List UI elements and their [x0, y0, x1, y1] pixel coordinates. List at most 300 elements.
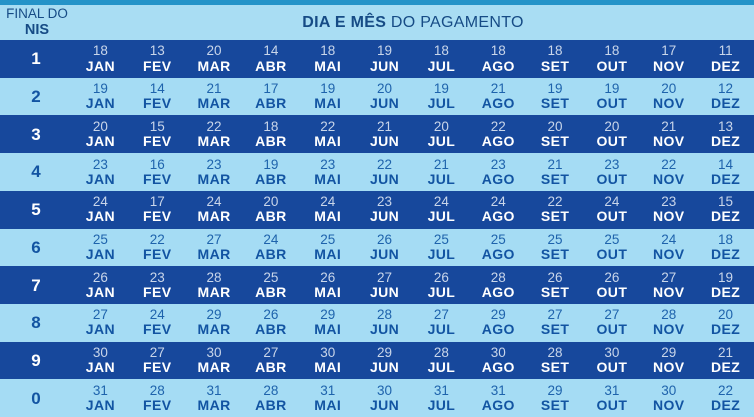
- payment-day: 22: [149, 231, 165, 247]
- payment-cell: [356, 270, 413, 301]
- payment-cell: [640, 345, 697, 376]
- payment-day: 19: [263, 156, 279, 172]
- payment-day: 22: [718, 382, 734, 398]
- payment-month: JUN: [369, 95, 400, 112]
- payment-month: ABR: [255, 246, 287, 263]
- payment-day: 29: [661, 345, 677, 361]
- payment-table-body: [0, 40, 754, 417]
- payment-month: JAN: [85, 283, 116, 300]
- payment-cell: [242, 232, 299, 263]
- payment-month: DEZ: [710, 283, 741, 300]
- payment-month: MAI: [314, 283, 342, 300]
- payment-day: 26: [547, 269, 563, 285]
- payment-month: MAR: [197, 132, 231, 149]
- payment-month: NOV: [652, 132, 685, 149]
- table-row: [0, 266, 754, 304]
- payment-month: MAR: [197, 208, 231, 225]
- payment-month: FEV: [143, 246, 172, 263]
- payment-cell: [413, 232, 470, 263]
- payment-day: 29: [206, 307, 222, 323]
- payment-day: 27: [263, 345, 279, 361]
- payment-day: 19: [433, 81, 449, 97]
- payment-cell: [129, 383, 186, 414]
- payment-month: ABR: [255, 170, 287, 187]
- payment-day: 18: [320, 43, 336, 59]
- payment-month: NOV: [652, 246, 685, 263]
- payment-day: 22: [547, 194, 563, 210]
- payment-day: 25: [604, 231, 620, 247]
- payment-month: JUL: [427, 359, 456, 376]
- payment-day: 30: [320, 345, 336, 361]
- payment-cell: [299, 43, 356, 74]
- payment-cell: [299, 81, 356, 112]
- payment-month: JUL: [427, 208, 456, 225]
- payment-month: ABR: [255, 321, 287, 338]
- payment-cell: [299, 345, 356, 376]
- payment-cell: [299, 383, 356, 414]
- payment-cell: [186, 345, 243, 376]
- payment-day: 23: [604, 156, 620, 172]
- payment-month: ABR: [255, 208, 287, 225]
- payment-day: 21: [661, 118, 677, 134]
- payment-day: 22: [661, 156, 677, 172]
- payment-day: 31: [206, 382, 222, 398]
- payment-day: 18: [547, 43, 563, 59]
- payment-month: JUL: [427, 321, 456, 338]
- payment-month: SET: [540, 359, 570, 376]
- nis-digit: 7: [31, 275, 41, 295]
- payment-month: JUN: [369, 283, 400, 300]
- payment-month: ABR: [255, 396, 287, 413]
- payment-cell: [470, 43, 527, 74]
- payment-day: 24: [661, 231, 677, 247]
- payment-day: 31: [92, 382, 108, 398]
- payment-month: JUN: [369, 132, 400, 149]
- payment-day: 27: [92, 307, 108, 323]
- table-row: [0, 191, 754, 229]
- payment-cell: [72, 270, 129, 301]
- payment-day: 30: [490, 345, 506, 361]
- payment-cell: [242, 345, 299, 376]
- payment-cell: [470, 307, 527, 338]
- payment-day: 18: [604, 43, 620, 59]
- table-header: [0, 5, 754, 40]
- payment-day: 27: [604, 307, 620, 323]
- payment-day: 30: [604, 345, 620, 361]
- payment-day: 27: [149, 345, 165, 361]
- payment-day: 14: [718, 156, 734, 172]
- payment-cell: [242, 194, 299, 225]
- payment-cell: [129, 307, 186, 338]
- payment-day: 28: [661, 307, 677, 323]
- payment-day: 18: [718, 231, 734, 247]
- payment-cell: [583, 232, 640, 263]
- payment-day: 11: [718, 43, 733, 59]
- payment-month: DEZ: [710, 396, 741, 413]
- payment-day: 28: [206, 269, 222, 285]
- payment-cell: [129, 81, 186, 112]
- payment-cell: [527, 307, 584, 338]
- payment-month: MAI: [314, 321, 342, 338]
- payment-month: OUT: [596, 95, 628, 112]
- payment-cell: [242, 270, 299, 301]
- payment-month: FEV: [143, 283, 172, 300]
- payment-month: MAR: [197, 396, 231, 413]
- payment-month: DEZ: [710, 170, 741, 187]
- payment-month: JAN: [85, 170, 116, 187]
- table-row: [0, 229, 754, 267]
- payment-month: MAI: [314, 359, 342, 376]
- payment-day: 25: [433, 231, 449, 247]
- payment-cell: [697, 157, 754, 188]
- payment-cell: [356, 307, 413, 338]
- payment-cell: [697, 43, 754, 74]
- payment-cell: [72, 383, 129, 414]
- payment-day: 20: [92, 118, 108, 134]
- payment-cell: [72, 119, 129, 150]
- payment-day: 20: [661, 81, 677, 97]
- payment-cell: [356, 232, 413, 263]
- payment-day: 23: [206, 156, 222, 172]
- payment-cell: [470, 194, 527, 225]
- payment-day: 19: [377, 43, 393, 59]
- payment-cell: [640, 81, 697, 112]
- payment-month: OUT: [596, 359, 628, 376]
- payment-month: NOV: [652, 359, 685, 376]
- payment-day: 29: [320, 307, 336, 323]
- payment-month: ABR: [255, 95, 287, 112]
- payment-day: 23: [92, 156, 108, 172]
- payment-day: 26: [433, 269, 449, 285]
- payment-day: 23: [661, 194, 677, 210]
- row-header-label: [0, 6, 72, 38]
- payment-day: 28: [149, 382, 165, 398]
- payment-month: MAR: [197, 95, 231, 112]
- payment-cell: [242, 81, 299, 112]
- payment-cell: [527, 43, 584, 74]
- table-row: [0, 78, 754, 116]
- payment-month: MAI: [314, 57, 342, 74]
- payment-month: DEZ: [710, 321, 741, 338]
- payment-cell: [129, 43, 186, 74]
- payment-cell: [242, 383, 299, 414]
- payment-month: FEV: [143, 208, 172, 225]
- payment-month: JUN: [369, 208, 400, 225]
- payment-month: FEV: [143, 170, 172, 187]
- payment-cell: [72, 43, 129, 74]
- payment-month: OUT: [596, 246, 628, 263]
- payment-day: 21: [433, 156, 449, 172]
- payment-day: 26: [263, 307, 279, 323]
- nis-digit: 5: [31, 200, 41, 220]
- payment-day: 19: [320, 81, 336, 97]
- payment-cell: [640, 232, 697, 263]
- payment-cell: [356, 43, 413, 74]
- payment-day: 21: [490, 81, 506, 97]
- payment-day: 21: [547, 156, 563, 172]
- payment-month: SET: [540, 57, 570, 74]
- payment-cell: [583, 119, 640, 150]
- payment-day: 17: [263, 81, 279, 97]
- payment-day: 27: [661, 269, 677, 285]
- payment-month: SET: [540, 246, 570, 263]
- payment-month: JUL: [427, 57, 456, 74]
- payment-cell: [697, 232, 754, 263]
- payment-day: 28: [377, 307, 393, 323]
- payment-day: 21: [377, 118, 393, 134]
- payment-cell: [72, 345, 129, 376]
- payment-cell: [697, 81, 754, 112]
- payment-month: AGO: [481, 283, 515, 300]
- payment-day: 13: [718, 118, 734, 134]
- payment-day: 31: [604, 382, 620, 398]
- payment-day: 19: [604, 81, 620, 97]
- payment-month: MAI: [314, 132, 342, 149]
- payment-day: 28: [547, 345, 563, 361]
- payment-month: MAI: [314, 95, 342, 112]
- payment-cell: [640, 307, 697, 338]
- payment-cell: [697, 194, 754, 225]
- payment-day: 29: [547, 382, 563, 398]
- payment-day: 27: [206, 231, 222, 247]
- payment-month: JAN: [85, 57, 116, 74]
- payment-month: AGO: [481, 95, 515, 112]
- table-row: [0, 153, 754, 191]
- payment-day: 20: [377, 81, 393, 97]
- payment-day: 30: [661, 382, 677, 398]
- payment-cell: [413, 270, 470, 301]
- nis-digit: 3: [31, 124, 41, 144]
- payment-day: 20: [547, 118, 563, 134]
- payment-month: MAR: [197, 246, 231, 263]
- payment-day: 22: [377, 156, 393, 172]
- payment-day: 24: [263, 231, 279, 247]
- payment-day: 29: [490, 307, 506, 323]
- payment-cell: [129, 232, 186, 263]
- payment-cell: [470, 81, 527, 112]
- payment-month: NOV: [652, 170, 685, 187]
- nis-digit: 9: [31, 350, 41, 370]
- payment-cell: [129, 270, 186, 301]
- nis-digit: 2: [31, 87, 41, 107]
- payment-month: OUT: [596, 170, 628, 187]
- payment-month: JAN: [85, 208, 116, 225]
- payment-month: ABR: [255, 359, 287, 376]
- payment-month: MAR: [197, 359, 231, 376]
- payment-day: 21: [718, 345, 734, 361]
- row-header-line2: NIS: [24, 21, 50, 38]
- payment-day: 24: [92, 194, 108, 210]
- payment-day: 25: [263, 269, 279, 285]
- payment-cell: [356, 345, 413, 376]
- nis-digit: 6: [31, 237, 41, 257]
- payment-cell: [640, 119, 697, 150]
- payment-cell: [527, 157, 584, 188]
- payment-cell: [697, 383, 754, 414]
- payment-day: 30: [92, 345, 108, 361]
- payment-day: 23: [377, 194, 393, 210]
- payment-month: AGO: [481, 170, 515, 187]
- payment-day: 20: [433, 118, 449, 134]
- payment-cell: [186, 307, 243, 338]
- payment-cell: [583, 307, 640, 338]
- payment-month: MAR: [197, 170, 231, 187]
- payment-month: SET: [540, 95, 570, 112]
- payment-cell: [129, 119, 186, 150]
- payment-cell: [186, 194, 243, 225]
- payment-month: OUT: [596, 132, 628, 149]
- nis-digit: 4: [31, 162, 41, 182]
- payment-cell: [470, 232, 527, 263]
- payment-month: OUT: [596, 57, 628, 74]
- payment-cell: [583, 345, 640, 376]
- payment-day: 25: [547, 231, 563, 247]
- table-row: [0, 115, 754, 153]
- payment-cell: [72, 81, 129, 112]
- payment-month: FEV: [143, 359, 172, 376]
- payment-month: MAI: [314, 246, 342, 263]
- payment-cell: [299, 119, 356, 150]
- payment-day: 23: [149, 269, 165, 285]
- payment-day: 28: [433, 345, 449, 361]
- payment-month: SET: [540, 321, 570, 338]
- payment-month: MAI: [314, 170, 342, 187]
- payment-cell: [72, 307, 129, 338]
- payment-cell: [697, 119, 754, 150]
- payment-month: JUL: [427, 246, 456, 263]
- payment-cell: [186, 43, 243, 74]
- payment-cell: [640, 383, 697, 414]
- payment-month: AGO: [481, 359, 515, 376]
- payment-cell: [413, 81, 470, 112]
- payment-cell: [72, 232, 129, 263]
- payment-cell: [527, 81, 584, 112]
- payment-month: AGO: [481, 321, 515, 338]
- payment-month: JUN: [369, 246, 400, 263]
- payment-month: SET: [540, 170, 570, 187]
- payment-month: OUT: [596, 208, 628, 225]
- payment-cell: [72, 157, 129, 188]
- payment-cell: [413, 345, 470, 376]
- payment-day: 24: [604, 194, 620, 210]
- payment-cell: [356, 119, 413, 150]
- payment-day: 22: [320, 118, 336, 134]
- payment-day: 26: [604, 269, 620, 285]
- payment-cell: [413, 157, 470, 188]
- payment-month: FEV: [143, 57, 172, 74]
- payment-cell: [186, 119, 243, 150]
- payment-cell: [242, 307, 299, 338]
- payment-month: NOV: [652, 321, 685, 338]
- payment-cell: [356, 157, 413, 188]
- payment-month: FEV: [143, 132, 172, 149]
- row-header-line1: FINAL DO: [6, 6, 68, 22]
- payment-month: FEV: [143, 95, 172, 112]
- payment-month: DEZ: [710, 95, 741, 112]
- payment-month: JUL: [427, 396, 456, 413]
- payment-day: 18: [92, 43, 108, 59]
- payment-day: 26: [92, 269, 108, 285]
- payment-month: SET: [540, 132, 570, 149]
- payment-month: JUN: [369, 170, 400, 187]
- payment-month: JAN: [85, 246, 116, 263]
- payment-month: NOV: [652, 208, 685, 225]
- payment-cell: [356, 383, 413, 414]
- payment-month: DEZ: [710, 57, 741, 74]
- payment-cell: [583, 383, 640, 414]
- payment-month: MAI: [314, 208, 342, 225]
- payment-month: JAN: [85, 359, 116, 376]
- payment-cell: [527, 383, 584, 414]
- payment-day: 24: [149, 307, 165, 323]
- payment-month: DEZ: [710, 132, 741, 149]
- payment-cell: [527, 194, 584, 225]
- payment-cell: [470, 119, 527, 150]
- payment-month: AGO: [481, 246, 515, 263]
- payment-cell: [583, 157, 640, 188]
- payment-day: 25: [92, 231, 108, 247]
- table-row: [0, 304, 754, 342]
- payment-month: JUN: [369, 359, 400, 376]
- payment-day: 28: [263, 382, 279, 398]
- payment-month: MAR: [197, 321, 231, 338]
- payment-month: ABR: [255, 283, 287, 300]
- payment-cell: [697, 307, 754, 338]
- payment-month: SET: [540, 396, 570, 413]
- payment-month: DEZ: [710, 208, 741, 225]
- payment-cell: [583, 43, 640, 74]
- payment-month: MAI: [314, 396, 342, 413]
- payment-day: 18: [433, 43, 449, 59]
- table-row: [0, 342, 754, 380]
- payment-cell: [72, 194, 129, 225]
- payment-month: OUT: [596, 283, 628, 300]
- payment-cell: [186, 157, 243, 188]
- payment-month: ABR: [255, 132, 287, 149]
- payment-day: 30: [377, 382, 393, 398]
- payment-month: FEV: [143, 396, 172, 413]
- payment-cell: [697, 345, 754, 376]
- payment-day: 19: [92, 81, 108, 97]
- payment-cell: [640, 43, 697, 74]
- payment-month: FEV: [143, 321, 172, 338]
- payment-day: 23: [320, 156, 336, 172]
- payment-day: 27: [547, 307, 563, 323]
- payment-month: MAR: [197, 57, 231, 74]
- payment-month: SET: [540, 283, 570, 300]
- payment-month: JAN: [85, 132, 116, 149]
- payment-day: 24: [490, 194, 506, 210]
- payment-month: NOV: [652, 57, 685, 74]
- payment-day: 14: [149, 81, 165, 97]
- payment-month: ABR: [255, 57, 287, 74]
- payment-cell: [640, 194, 697, 225]
- payment-month: JUL: [427, 95, 456, 112]
- payment-day: 27: [377, 269, 393, 285]
- payment-day: 28: [490, 269, 506, 285]
- payment-cell: [640, 157, 697, 188]
- payment-month: JAN: [85, 321, 116, 338]
- table-row: [0, 40, 754, 78]
- payment-month: MAR: [197, 283, 231, 300]
- payment-cell: [583, 270, 640, 301]
- payment-month: JUL: [427, 283, 456, 300]
- payment-month: JUN: [369, 396, 400, 413]
- payment-day: 16: [149, 156, 165, 172]
- payment-cell: [470, 270, 527, 301]
- payment-day: 17: [149, 194, 165, 210]
- payment-month: JUL: [427, 170, 456, 187]
